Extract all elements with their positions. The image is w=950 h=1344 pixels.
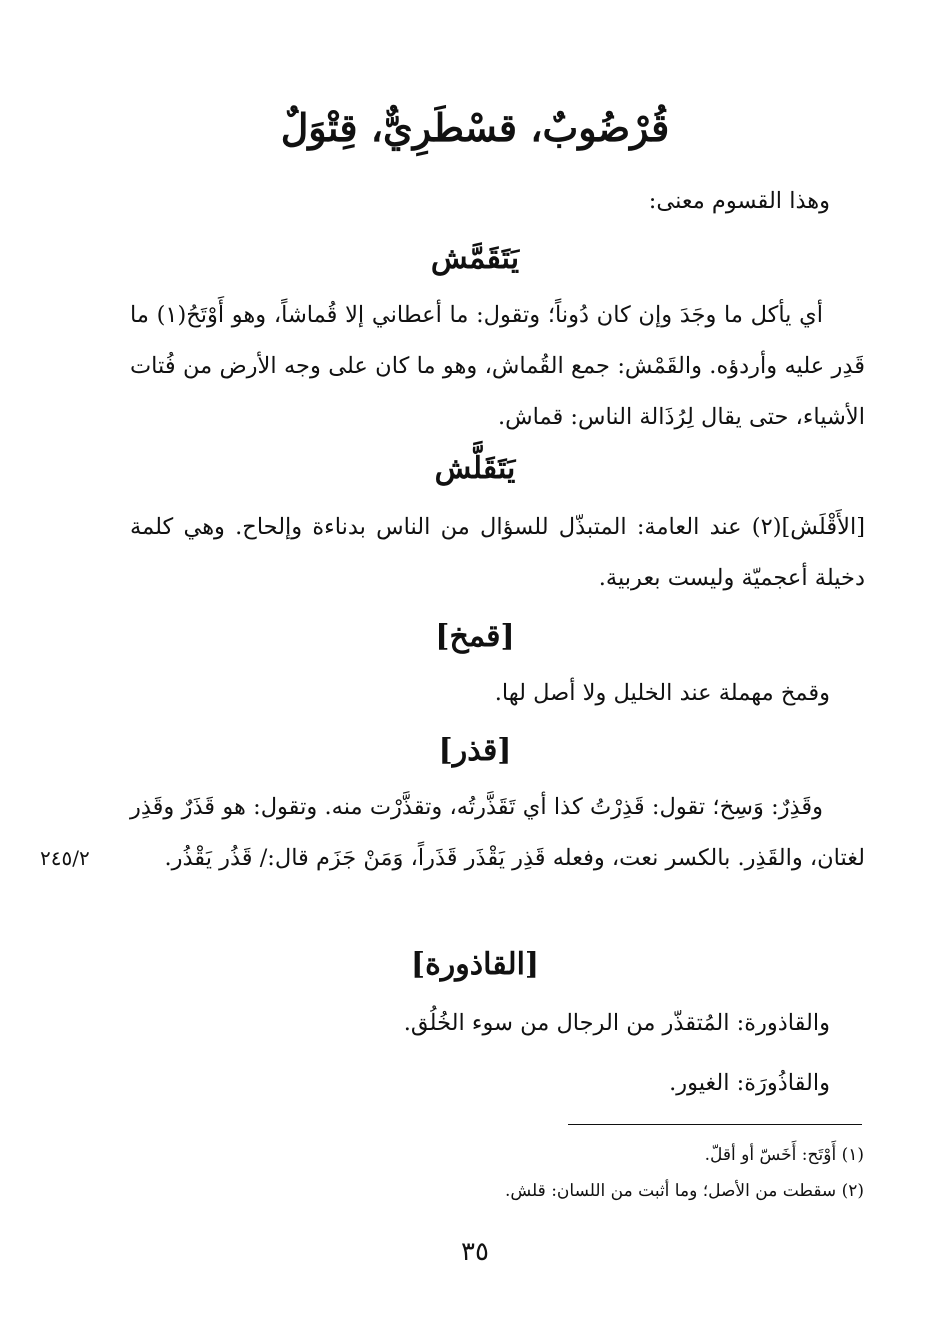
footnote-separator bbox=[568, 1124, 862, 1125]
entry-text-qadhar: وقَذِرٌ: وَسِخ؛ تقول: قَذِرْتُ كذا أي تَقَذَّرتُه، وتقذَّرْت منه. وتقول: هو قَذَرٌ وقَذِر لغتان، والقَذِر. بالكسر نعت، وفعله قَذِر يَقْذَر قَذَراً، وَمَنْ جَزَم قال:/ قَذُر يَقْذُر. bbox=[130, 794, 865, 871]
page-title: قُرْضُوبٌ، قسْطَرِيٌّ، قِتْوَلٌ bbox=[280, 105, 670, 150]
entry-heading-yataqammash: يَتَقَمَّش bbox=[430, 241, 520, 276]
footnote-1: (١) أَوْتَح: أَخَسّ أو أقلّ. bbox=[704, 1145, 864, 1165]
entry-heading-qadhura: [القاذورة] bbox=[410, 947, 540, 982]
entry-heading-yataqallash: يَتَقَلَّش bbox=[434, 451, 516, 486]
intro-text: وهذا القسوم معنى: bbox=[648, 188, 830, 214]
entry-text-qadhura: والقاذورة: المُتقذّر من الرجال من سوء الخُلُق. bbox=[403, 1010, 830, 1036]
entry-text-qamakh: وقمخ مهملة عند الخليل ولا أصل لها. bbox=[494, 680, 830, 706]
entry-text-yataqammash: أي يأكل ما وجَدَ وإن كان دُوناً؛ وتقول: ما أعطاني إلا قُماشاً، وهو أَوْتَحُ(١) ما قَدِر عليه وأردؤه. والقَمْش: جمع القُماش، وهو ما كان على وجه الأرض من فُتات الأشياء، حتى يقال لِرُذَالة الناس: قماش. bbox=[130, 302, 865, 430]
margin-reference: ٢٤٥/٢ bbox=[40, 846, 90, 870]
entry-text-qadhura-2: والقاذُورَة: الغيور. bbox=[669, 1070, 830, 1096]
entry-heading-qamakh: [قمخ] bbox=[435, 619, 515, 654]
footnote-2: (٢) سقطت من الأصل؛ وما أثبت من اللسان: قلش. bbox=[504, 1181, 864, 1201]
entry-heading-qadhar: [قذر] bbox=[438, 733, 512, 768]
entry-text-yataqallash: [الأَقْلَش](٢) عند العامة: المتبذّل للسؤال من الناس بدناءة وإلحاح. وهي كلمة دخيلة أعجميّة وليست بعربية. bbox=[130, 514, 865, 591]
page-number: ٣٥ bbox=[461, 1237, 489, 1267]
